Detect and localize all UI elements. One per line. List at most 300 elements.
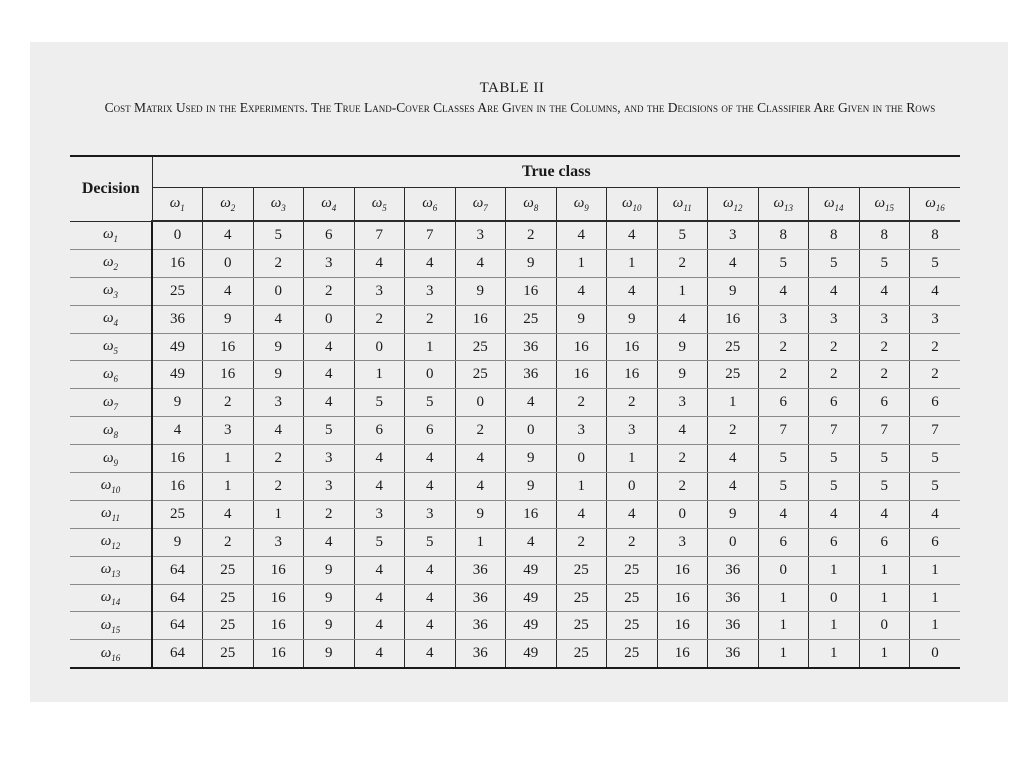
- cost-cell: 5: [910, 445, 961, 473]
- cost-cell: 4: [708, 445, 759, 473]
- cost-cell: 49: [152, 361, 203, 389]
- cost-cell: 25: [152, 277, 203, 305]
- cost-cell: 1: [859, 556, 910, 584]
- cost-cell: 4: [910, 277, 961, 305]
- cost-cell: 25: [506, 305, 557, 333]
- cost-cell: 9: [304, 612, 355, 640]
- cost-cell: 2: [859, 361, 910, 389]
- table-row: [70, 612, 960, 640]
- cost-cell: 4: [253, 417, 304, 445]
- cost-cell: 6: [910, 389, 961, 417]
- cost-cell: 1: [203, 473, 254, 501]
- cost-cell: 16: [506, 500, 557, 528]
- cost-cell: 5: [758, 473, 809, 501]
- cost-cell: 0: [556, 445, 607, 473]
- cost-cell: 4: [354, 249, 405, 277]
- cost-cell: 5: [809, 249, 860, 277]
- cost-cell: 4: [607, 221, 658, 249]
- column-header-12: $\omega_{12}$: [708, 188, 759, 222]
- cost-cell: 1: [556, 473, 607, 501]
- cost-cell: 4: [405, 445, 456, 473]
- cost-cell: 4: [708, 249, 759, 277]
- cost-cell: 9: [506, 445, 557, 473]
- cost-cell: 2: [455, 417, 506, 445]
- cost-cell: 25: [455, 361, 506, 389]
- cost-cell: 25: [556, 640, 607, 668]
- cost-cell: 9: [657, 333, 708, 361]
- cost-cell: 1: [859, 584, 910, 612]
- cost-cell: 4: [405, 556, 456, 584]
- cost-cell: 5: [354, 528, 405, 556]
- cost-cell: 1: [253, 500, 304, 528]
- cost-cell: 3: [657, 528, 708, 556]
- cost-cell: 36: [455, 584, 506, 612]
- cost-cell: 1: [455, 528, 506, 556]
- cost-cell: 5: [910, 473, 961, 501]
- cost-cell: 6: [809, 528, 860, 556]
- cost-cell: 16: [657, 584, 708, 612]
- cost-cell: 0: [910, 640, 961, 668]
- table-row: [70, 389, 960, 417]
- table-row: [70, 361, 960, 389]
- cost-cell: 9: [304, 556, 355, 584]
- cost-cell: 6: [758, 528, 809, 556]
- cost-cell: 36: [152, 305, 203, 333]
- cost-cell: 4: [152, 417, 203, 445]
- cost-cell: 49: [506, 612, 557, 640]
- cost-cell: 9: [657, 361, 708, 389]
- cost-cell: 7: [910, 417, 961, 445]
- cost-cell: 2: [607, 528, 658, 556]
- cost-cell: 4: [657, 305, 708, 333]
- cost-cell: 9: [304, 640, 355, 668]
- cost-cell: 2: [809, 333, 860, 361]
- cost-cell: 1: [607, 445, 658, 473]
- cost-cell: 49: [506, 556, 557, 584]
- cost-cell: 9: [253, 333, 304, 361]
- row-label-9: $\omega_9$: [70, 445, 152, 473]
- cost-cell: 4: [354, 445, 405, 473]
- cost-cell: 5: [758, 249, 809, 277]
- cost-cell: 5: [405, 389, 456, 417]
- cost-cell: 25: [203, 612, 254, 640]
- row-label-15: $\omega_{15}$: [70, 612, 152, 640]
- cost-cell: 4: [405, 249, 456, 277]
- cost-cell: 0: [809, 584, 860, 612]
- cost-cell: 1: [708, 389, 759, 417]
- cost-cell: 2: [354, 305, 405, 333]
- cost-cell: 16: [152, 473, 203, 501]
- cost-cell: 3: [304, 473, 355, 501]
- row-label-13: $\omega_{13}$: [70, 556, 152, 584]
- cost-cell: 2: [607, 389, 658, 417]
- cost-cell: 0: [758, 556, 809, 584]
- table-row: [70, 473, 960, 501]
- cost-cell: 1: [354, 361, 405, 389]
- cost-cell: 36: [455, 612, 506, 640]
- cost-cell: 5: [405, 528, 456, 556]
- cost-cell: 3: [556, 417, 607, 445]
- cost-cell: 16: [506, 277, 557, 305]
- cost-cell: 9: [506, 249, 557, 277]
- cost-cell: 16: [203, 333, 254, 361]
- cost-cell: 25: [607, 584, 658, 612]
- cost-cell: 25: [556, 584, 607, 612]
- cost-cell: 4: [708, 473, 759, 501]
- cost-cell: 3: [758, 305, 809, 333]
- cost-cell: 4: [405, 584, 456, 612]
- cost-cell: 16: [708, 305, 759, 333]
- cost-cell: 2: [758, 361, 809, 389]
- cost-cell: 2: [657, 473, 708, 501]
- cost-cell: 0: [152, 221, 203, 249]
- table-row: [70, 500, 960, 528]
- cost-cell: 4: [304, 333, 355, 361]
- cost-cell: 36: [708, 584, 759, 612]
- cost-cell: 6: [809, 389, 860, 417]
- cost-cell: 1: [859, 640, 910, 668]
- cost-cell: 16: [657, 556, 708, 584]
- cost-cell: 6: [859, 389, 910, 417]
- cost-cell: 2: [556, 389, 607, 417]
- cost-cell: 5: [304, 417, 355, 445]
- cost-cell: 16: [657, 612, 708, 640]
- cost-cell: 4: [405, 640, 456, 668]
- cost-cell: 6: [910, 528, 961, 556]
- column-header-15: $\omega_{15}$: [859, 188, 910, 222]
- cost-cell: 36: [506, 361, 557, 389]
- cost-cell: 2: [253, 473, 304, 501]
- cost-cell: 4: [506, 528, 557, 556]
- cost-cell: 1: [758, 640, 809, 668]
- cost-cell: 0: [455, 389, 506, 417]
- cost-cell: 1: [809, 556, 860, 584]
- row-label-8: $\omega_8$: [70, 417, 152, 445]
- cost-cell: 25: [203, 584, 254, 612]
- cost-cell: 4: [556, 500, 607, 528]
- cost-cell: 25: [607, 640, 658, 668]
- cost-cell: 2: [253, 249, 304, 277]
- cost-cell: 9: [253, 361, 304, 389]
- cost-cell: 4: [203, 277, 254, 305]
- cost-cell: 25: [708, 361, 759, 389]
- cost-cell: 3: [910, 305, 961, 333]
- cost-cell: 25: [708, 333, 759, 361]
- cost-cell: 4: [607, 500, 658, 528]
- cost-cell: 1: [809, 640, 860, 668]
- cost-cell: 9: [455, 277, 506, 305]
- cost-cell: 4: [809, 500, 860, 528]
- cost-cell: 0: [405, 361, 456, 389]
- cost-cell: 2: [910, 361, 961, 389]
- table-row: [70, 305, 960, 333]
- cost-cell: 16: [253, 556, 304, 584]
- cost-cell: 9: [152, 528, 203, 556]
- column-header-5: $\omega_5$: [354, 188, 405, 222]
- cost-cell: 36: [455, 640, 506, 668]
- cost-cell: 1: [758, 612, 809, 640]
- cost-cell: 4: [354, 640, 405, 668]
- cost-cell: 49: [152, 333, 203, 361]
- cost-cell: 36: [708, 556, 759, 584]
- cost-cell: 7: [809, 417, 860, 445]
- cost-cell: 4: [607, 277, 658, 305]
- cost-cell: 16: [455, 305, 506, 333]
- cost-cell: 2: [253, 445, 304, 473]
- class-column-headers: [70, 188, 960, 222]
- cost-cell: 7: [758, 417, 809, 445]
- cost-cell: 7: [859, 417, 910, 445]
- cost-cell: 2: [809, 361, 860, 389]
- row-label-5: $\omega_5$: [70, 333, 152, 361]
- cost-cell: 9: [708, 277, 759, 305]
- cost-cell: 4: [405, 612, 456, 640]
- cost-cell: 4: [354, 556, 405, 584]
- cost-cell: 3: [809, 305, 860, 333]
- cost-cell: 5: [758, 445, 809, 473]
- row-label-16: $\omega_{16}$: [70, 640, 152, 668]
- cost-cell: 9: [506, 473, 557, 501]
- cost-cell: 9: [556, 305, 607, 333]
- cost-cell: 16: [152, 445, 203, 473]
- cost-cell: 4: [304, 389, 355, 417]
- cost-cell: 0: [203, 249, 254, 277]
- cost-cell: 16: [253, 612, 304, 640]
- cost-cell: 2: [657, 445, 708, 473]
- cost-cell: 1: [556, 249, 607, 277]
- row-label-10: $\omega_{10}$: [70, 473, 152, 501]
- row-label-12: $\omega_{12}$: [70, 528, 152, 556]
- cost-cell: 6: [758, 389, 809, 417]
- cost-cell: 4: [253, 305, 304, 333]
- cost-cell: 4: [556, 221, 607, 249]
- cost-cell: 1: [910, 584, 961, 612]
- cost-cell: 2: [304, 277, 355, 305]
- cost-cell: 9: [708, 500, 759, 528]
- cost-cell: 4: [203, 221, 254, 249]
- column-header-14: $\omega_{14}$: [809, 188, 860, 222]
- row-label-4: $\omega_4$: [70, 305, 152, 333]
- cost-cell: 4: [354, 473, 405, 501]
- cost-cell: 0: [657, 500, 708, 528]
- cost-cell: 3: [304, 249, 355, 277]
- decision-column-header: Decision: [70, 156, 152, 221]
- cost-cell: 4: [556, 277, 607, 305]
- cost-cell: 5: [253, 221, 304, 249]
- cost-cell: 1: [758, 584, 809, 612]
- cost-cell: 1: [910, 612, 961, 640]
- cost-cell: 25: [607, 612, 658, 640]
- column-header-8: $\omega_8$: [506, 188, 557, 222]
- cost-cell: 3: [657, 389, 708, 417]
- cost-cell: 36: [708, 640, 759, 668]
- cost-cell: 16: [152, 249, 203, 277]
- cost-cell: 3: [203, 417, 254, 445]
- cost-cell: 36: [506, 333, 557, 361]
- column-header-16: $\omega_{16}$: [910, 188, 961, 222]
- cost-cell: 3: [859, 305, 910, 333]
- cost-cell: 6: [304, 221, 355, 249]
- cost-cell: 9: [607, 305, 658, 333]
- cost-cell: 2: [203, 528, 254, 556]
- cost-cell: 5: [809, 445, 860, 473]
- cost-cell: 5: [859, 473, 910, 501]
- cost-cell: 3: [304, 445, 355, 473]
- cost-cell: 1: [405, 333, 456, 361]
- column-header-9: $\omega_9$: [556, 188, 607, 222]
- cost-cell: 25: [455, 333, 506, 361]
- cost-cell: 8: [859, 221, 910, 249]
- cost-cell: 3: [455, 221, 506, 249]
- column-header-11: $\omega_{11}$: [657, 188, 708, 222]
- table-row: [70, 417, 960, 445]
- column-header-13: $\omega_{13}$: [758, 188, 809, 222]
- cost-cell: 2: [304, 500, 355, 528]
- table-row: [70, 584, 960, 612]
- cost-matrix-table: [70, 155, 960, 669]
- cost-cell: 5: [859, 249, 910, 277]
- cost-cell: 25: [556, 612, 607, 640]
- cost-cell: 4: [455, 473, 506, 501]
- true-class-header: True class: [152, 156, 960, 188]
- cost-cell: 9: [152, 389, 203, 417]
- cost-cell: 2: [405, 305, 456, 333]
- cost-cell: 16: [607, 361, 658, 389]
- cost-cell: 36: [455, 556, 506, 584]
- row-label-1: $\omega_1$: [70, 221, 152, 249]
- table-row: [70, 249, 960, 277]
- cost-cell: 36: [708, 612, 759, 640]
- column-header-3: $\omega_3$: [253, 188, 304, 222]
- cost-cell: 1: [910, 556, 961, 584]
- cost-cell: 0: [304, 305, 355, 333]
- cost-cell: 4: [657, 417, 708, 445]
- table-caption: Cost Matrix Used in the Experiments. The True Land-Cover Classes Are Given in the Columns, and the Decisions of the Classifier Are Given in the Rows: [104, 100, 936, 115]
- table-row: [70, 556, 960, 584]
- row-label-11: $\omega_{11}$: [70, 500, 152, 528]
- cost-cell: 1: [203, 445, 254, 473]
- cost-cell: 3: [253, 389, 304, 417]
- cost-cell: 6: [405, 417, 456, 445]
- cost-cell: 1: [607, 249, 658, 277]
- cost-cell: 4: [203, 500, 254, 528]
- cost-cell: 5: [809, 473, 860, 501]
- cost-cell: 8: [910, 221, 961, 249]
- cost-cell: 5: [859, 445, 910, 473]
- cost-cell: 64: [152, 640, 203, 668]
- cost-cell: 7: [354, 221, 405, 249]
- cost-cell: 49: [506, 584, 557, 612]
- cost-cell: 4: [506, 389, 557, 417]
- column-header-10: $\omega_{10}$: [607, 188, 658, 222]
- cost-cell: 25: [556, 556, 607, 584]
- cost-cell: 1: [657, 277, 708, 305]
- cost-cell: 16: [556, 361, 607, 389]
- table-row: [70, 333, 960, 361]
- cost-cell: 2: [657, 249, 708, 277]
- cost-cell: 0: [506, 417, 557, 445]
- cost-cell: 16: [203, 361, 254, 389]
- table-row: [70, 221, 960, 249]
- cost-cell: 5: [657, 221, 708, 249]
- cost-cell: 4: [455, 249, 506, 277]
- cost-cell: 8: [758, 221, 809, 249]
- cost-cell: 25: [203, 556, 254, 584]
- cost-cell: 6: [859, 528, 910, 556]
- cost-cell: 2: [506, 221, 557, 249]
- column-header-1: $\omega_1$: [152, 188, 203, 222]
- cost-cell: 2: [203, 389, 254, 417]
- cost-cell: 9: [455, 500, 506, 528]
- cost-cell: 16: [253, 584, 304, 612]
- cost-cell: 3: [253, 528, 304, 556]
- table-row: [70, 277, 960, 305]
- cost-cell: 25: [607, 556, 658, 584]
- table-number: TABLE II: [479, 80, 545, 96]
- cost-cell: 0: [859, 612, 910, 640]
- cost-cell: 4: [859, 500, 910, 528]
- cost-cell: 16: [657, 640, 708, 668]
- cost-cell: 7: [405, 221, 456, 249]
- cost-cell: 3: [354, 277, 405, 305]
- row-label-2: $\omega_2$: [70, 249, 152, 277]
- cost-cell: 4: [405, 473, 456, 501]
- cost-cell: 4: [354, 584, 405, 612]
- cost-cell: 4: [758, 500, 809, 528]
- cost-cell: 4: [455, 445, 506, 473]
- cost-cell: 5: [910, 249, 961, 277]
- cost-cell: 5: [354, 389, 405, 417]
- cost-cell: 16: [607, 333, 658, 361]
- cost-cell: 4: [809, 277, 860, 305]
- cost-cell: 0: [253, 277, 304, 305]
- cost-cell: 4: [758, 277, 809, 305]
- column-header-6: $\omega_6$: [405, 188, 456, 222]
- cost-cell: 0: [354, 333, 405, 361]
- cost-cell: 3: [405, 500, 456, 528]
- column-header-7: $\omega_7$: [455, 188, 506, 222]
- cost-cell: 4: [859, 277, 910, 305]
- cost-cell: 6: [354, 417, 405, 445]
- cost-cell: 49: [506, 640, 557, 668]
- table-row: [70, 445, 960, 473]
- cost-cell: 8: [809, 221, 860, 249]
- matrix-body: [70, 221, 960, 668]
- column-header-2: $\omega_2$: [203, 188, 254, 222]
- row-label-3: $\omega_3$: [70, 277, 152, 305]
- cost-cell: 2: [556, 528, 607, 556]
- cost-cell: 9: [203, 305, 254, 333]
- row-label-6: $\omega_6$: [70, 361, 152, 389]
- cost-cell: 0: [708, 528, 759, 556]
- cost-cell: 2: [758, 333, 809, 361]
- table-row: [70, 528, 960, 556]
- cost-cell: 25: [152, 500, 203, 528]
- cost-cell: 64: [152, 584, 203, 612]
- cost-cell: 2: [910, 333, 961, 361]
- cost-cell: 3: [354, 500, 405, 528]
- cost-cell: 16: [253, 640, 304, 668]
- cost-cell: 25: [203, 640, 254, 668]
- cost-cell: 3: [708, 221, 759, 249]
- column-header-4: $\omega_4$: [304, 188, 355, 222]
- cost-cell: 3: [405, 277, 456, 305]
- cost-cell: 2: [859, 333, 910, 361]
- cost-cell: 3: [607, 417, 658, 445]
- row-label-14: $\omega_{14}$: [70, 584, 152, 612]
- cost-cell: 16: [556, 333, 607, 361]
- cost-cell: 0: [607, 473, 658, 501]
